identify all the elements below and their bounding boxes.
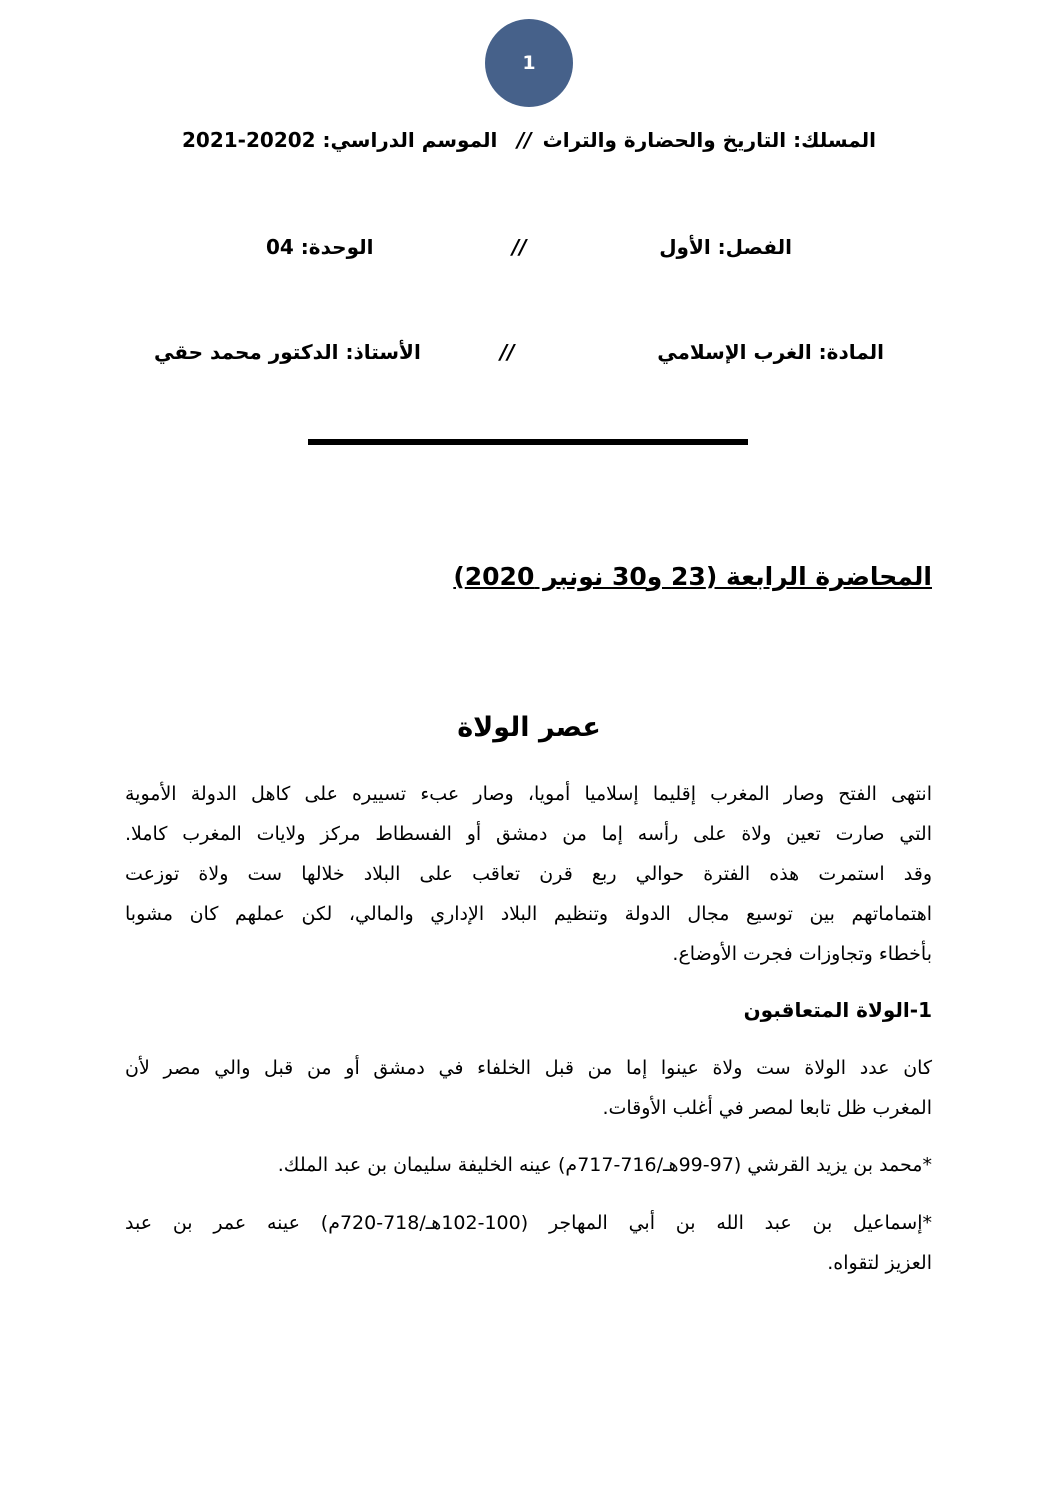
paragraph-line: بأخطاء وتجاوزات فجرت الأوضاع. <box>672 943 932 965</box>
header-separator: // <box>500 340 515 364</box>
list-item: *محمد بن يزيد القرشي (97-99هـ/716-717م) عينه الخليفة سليمان بن عبد الملك. <box>277 1154 932 1176</box>
list-item: *إسماعيل بن عبد الله بن أبي المهاجر (100-102هـ/718-720م) عينه عمر بن عبد <box>125 1212 932 1234</box>
section-title: عصر الولاة <box>457 712 601 743</box>
header-professor: الأستاذ: الدكتور محمد حقي <box>154 340 421 364</box>
header-separator: // <box>517 128 532 152</box>
paragraph-line: انتهى الفتح وصار المغرب إقليما إسلاميا أمويا، وصار عبء تسييره على كاهل الدولة الأموية <box>125 783 932 805</box>
page-number-badge <box>485 19 573 107</box>
sub-heading: 1-الولاة المتعاقبون <box>743 998 932 1022</box>
header-separator: // <box>512 235 527 259</box>
header-season: الموسم الدراسي: 20202-2021 <box>182 128 498 152</box>
list-item-continuation: العزيز لتقواه. <box>827 1252 932 1274</box>
paragraph-line: المغرب ظل تابعا لمصر في أغلب الأوقات. <box>602 1097 932 1119</box>
paragraph-line: كان عدد الولاة ست ولاة عينوا إما من قبل الخلفاء في دمشق أو من قبل والي مصر لأن <box>125 1057 932 1079</box>
lecture-title: المحاضرة الرابعة (23 و30 نونبر 2020) <box>453 562 932 591</box>
divider-rule <box>308 439 748 445</box>
paragraph-line: وقد استمرت هذه الفترة حوالي ربع قرن تعاقب على البلاد خلالها ست ولاة توزعت <box>125 863 932 885</box>
header-semester: الفصل: الأول <box>659 235 792 259</box>
page-number: 1 <box>522 52 536 74</box>
header-subject: المادة: الغرب الإسلامي <box>657 340 884 364</box>
paragraph-line: اهتماماتهم بين توسيع مجال الدولة وتنظيم البلاد الإداري والمالي، لكن عملهم كان مشوبا <box>125 903 932 925</box>
paragraph-line: التي صارت تعين ولاة على رأسه إما من دمشق أو الفسطاط مركز ولايات المغرب كاملا. <box>125 823 932 845</box>
header-track: المسلك: التاريخ والحضارة والتراث <box>542 128 876 152</box>
header-module: الوحدة: 04 <box>266 235 374 259</box>
